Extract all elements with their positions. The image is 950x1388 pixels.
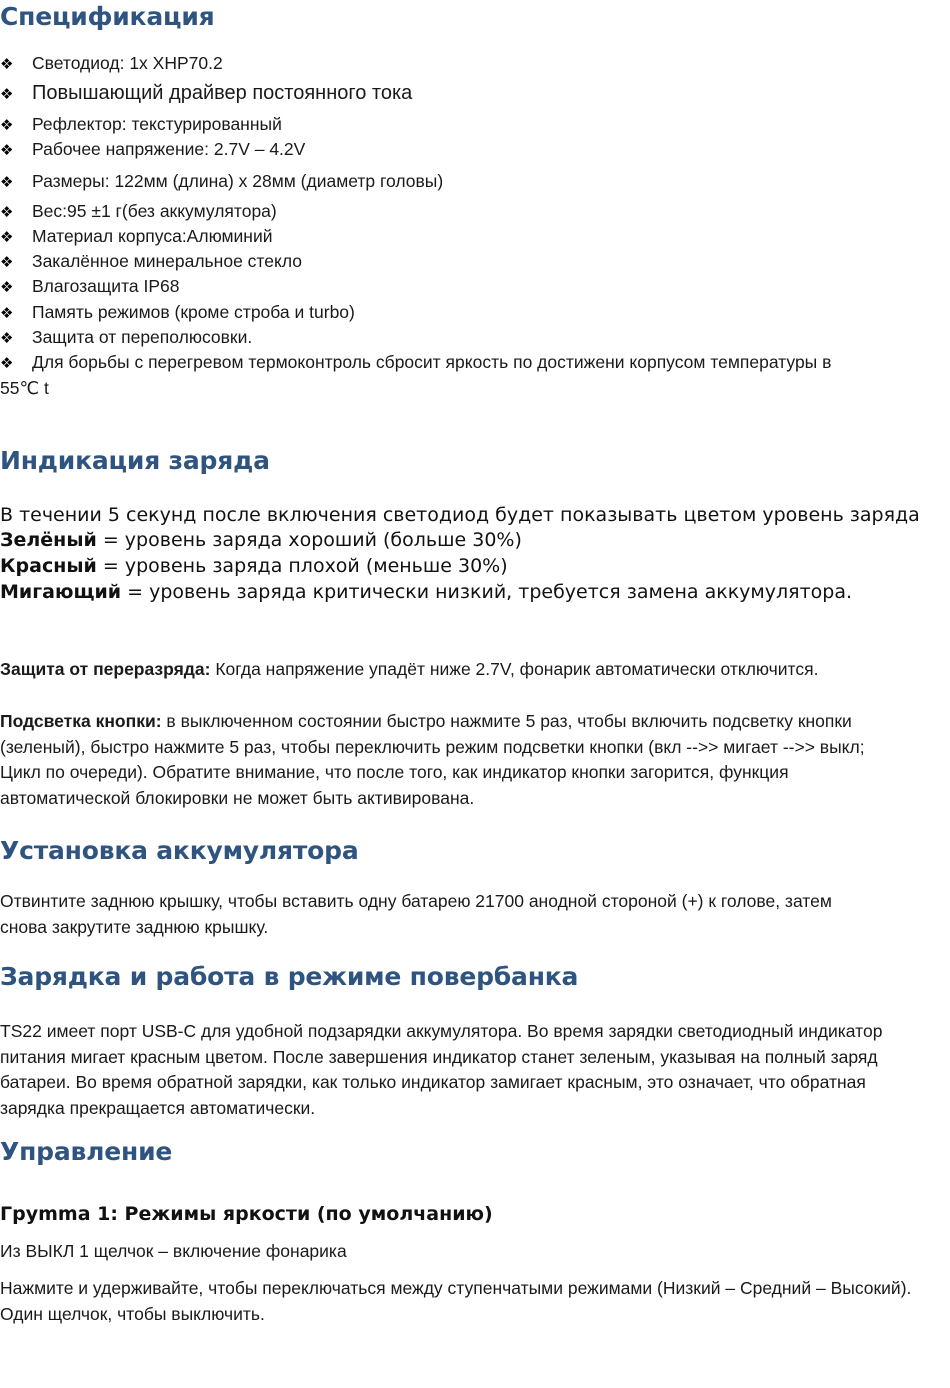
bullet-diamond-icon: ❖ <box>0 55 14 73</box>
group1-title: Груmmа 1: Режимы яркости (по умолчанию) <box>0 1203 493 1225</box>
blink-label: Мигающий <box>0 581 122 603</box>
charge-blink-line: Мигающий = уровень заряда критически низкий, требуется замена аккумулятора. <box>0 581 853 603</box>
control-title: Управление <box>0 1137 173 1166</box>
bullet-diamond-icon: ❖ <box>0 116 14 134</box>
control-line-2: Нажмите и удерживайте, чтобы переключаться между ступенчатыми режимами (Низкий – Средний – Высокий). Один щелчок, чтобы выключить. <box>0 1278 912 1324</box>
charging-title: Зарядка и работа в режиме повербанка <box>0 962 579 991</box>
bullet-diamond-icon: ❖ <box>0 85 14 103</box>
button-backlight-paragraph: Подсветка кнопки: в выключенном состоянии быстро нажмите 5 раз, чтобы включить подсветку кнопки (зеленый), быстро нажмите 5 раз, чтобы переключить режим подсветки кнопки (вкл -->> мигает -->> выкл; Цикл по очереди). Обратите внимание, что после того, как индикатор кнопки загорится, функция автоматической блокировки не может быть активирована. <box>0 711 865 808</box>
spec-item: ❖ Вес:95 ±1 г(без аккумулятора) <box>0 201 277 221</box>
bullet-diamond-icon: ❖ <box>0 278 14 296</box>
spec-item: ❖ Светодиод: 1x XHP70.2 <box>0 53 223 73</box>
bullet-diamond-icon: ❖ <box>0 304 14 322</box>
control-line-1: Из ВЫКЛ 1 щелчок – включение фонарика <box>0 1241 347 1261</box>
charging-text: TS22 имеет порт USB-C для удобной подзарядки аккумулятора. Во время зарядки светодиодный индикатор питания мигает красным цветом. После завершения индикатор станет зеленым, указывая на полный заряд батареи. Во время обратной зарядки, как только индикатор замигает красным, это означает, что обратная зарядка прекращается автоматически. <box>0 1021 883 1118</box>
spec-title: Спецификация <box>0 2 215 31</box>
bullet-diamond-icon: ❖ <box>0 354 14 372</box>
red-label: Красный <box>0 555 97 577</box>
charge-green-line: Зелёный = уровень заряда хороший (больше 30%) <box>0 529 522 551</box>
spec-item: ❖ Память режимов (кроме строба и turbo) <box>0 302 355 322</box>
spec-item: ❖ Закалённое минеральное стекло <box>0 251 302 271</box>
bullet-diamond-icon: ❖ <box>0 329 14 347</box>
bullet-diamond-icon: ❖ <box>0 203 14 221</box>
battery-install-title: Установка аккумулятора <box>0 836 359 865</box>
charge-red-line: Красный = уровень заряда плохой (меньше 30%) <box>0 555 508 577</box>
spec-item-overheat-cont: 55℃ t <box>0 378 49 398</box>
spec-item: ❖ Рабочее напряжение: 2.7V – 4.2V <box>0 139 306 159</box>
bullet-diamond-icon: ❖ <box>0 228 14 246</box>
spec-item: ❖ Защита от переполюсовки. <box>0 327 253 347</box>
battery-install-text: Отвинтите заднюю крышку, чтобы вставить одну батарею 21700 анодной стороной (+) к голове, затем снова закрутите заднюю крышку. <box>0 891 832 937</box>
bullet-diamond-icon: ❖ <box>0 141 14 159</box>
bullet-diamond-icon: ❖ <box>0 253 14 271</box>
green-label: Зелёный <box>0 529 97 551</box>
charge-indication-intro: В течении 5 секунд после включения светодиод будет показывать цветом уровень заряда <box>0 504 920 526</box>
spec-item: ❖ Материал корпуса:Алюминий <box>0 226 273 246</box>
overdischarge-paragraph: Защита от переразряда: Когда напряжение упадёт ниже 2.7V, фонарик автоматически отключится. <box>0 659 819 679</box>
spec-item: ❖ Размеры: 122мм (длина) x 28мм (диаметр головы) <box>0 171 444 191</box>
charge-indication-title: Индикация заряда <box>0 446 270 475</box>
spec-item: ❖ Рефлектор: текстурированный <box>0 114 282 134</box>
spec-item: ❖ Влагозащита IP68 <box>0 276 180 296</box>
spec-item: ❖ Повышающий драйвер постоянного тока <box>0 82 413 104</box>
spec-item-overheat: ❖ Для борьбы с перегревом термоконтроль сбросит яркость по достижени корпусом температуры в <box>0 352 832 372</box>
bullet-diamond-icon: ❖ <box>0 173 14 191</box>
